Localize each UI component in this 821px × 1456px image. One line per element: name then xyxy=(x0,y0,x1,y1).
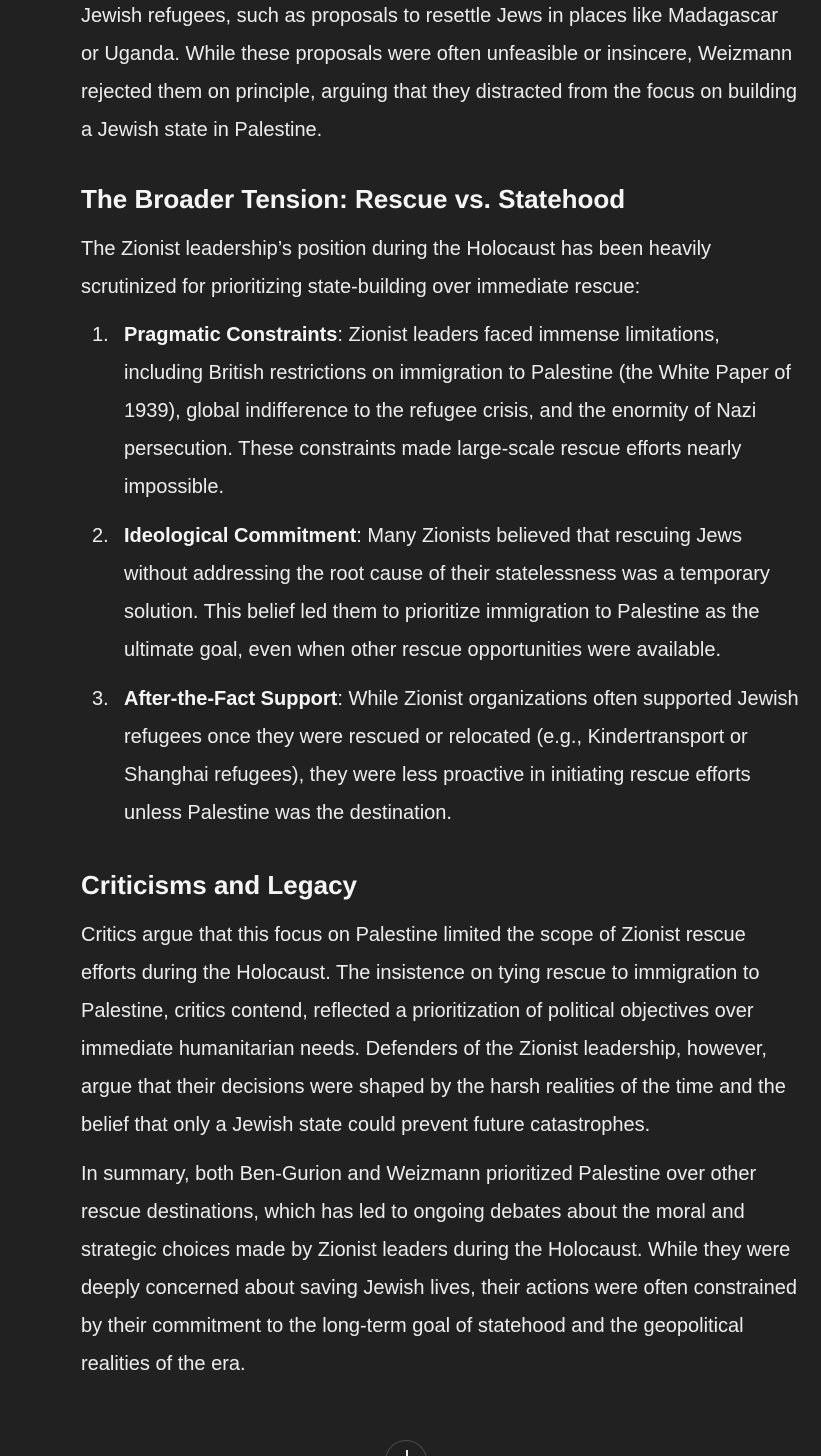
list-item xyxy=(81,316,799,506)
list-item-title: Pragmatic Constraints xyxy=(124,324,338,346)
list-item-number: 1. xyxy=(92,324,109,346)
list-item-number: 2. xyxy=(92,525,109,547)
list-item-number: 3. xyxy=(92,688,109,710)
arrow-down-icon xyxy=(406,1450,408,1456)
criticisms-paragraph: Critics argue that this focus on Palestine limited the scope of Zionist rescue efforts during the Holocaust. The insistence on tying rescue to immigration to Palestine, critics contend, reflected a prioritization of political objectives over immediate humanitarian needs. Defenders of the Zionist leadership, however, argue that their decisions were shaped by the harsh realities of the time and the belief that only a Jewish state could prevent future catastrophes. xyxy=(81,924,786,1136)
summary-paragraph: In summary, both Ben-Gurion and Weizmann prioritized Palestine over other rescue destinations, which has led to ongoing debates about the moral and strategic choices made by Zionist leaders during the Holocaust. While they were deeply concerned about saving Jewish lives, their actions were often constrained by their commitment to the long-term goal of statehood and the geopolitical realities of the era. xyxy=(81,1163,797,1375)
section-lead-paragraph: The Zionist leadership’s position during the Holocaust has been heavily scrutinized for prioritizing state-building over immediate rescue: xyxy=(81,238,712,298)
list-item-text: : While Zionist organizations often supported Jewish refugees once they were rescued or relocated (e.g., Kindertransport or Shanghai refugees), they were less proactive in initiating rescue efforts unless Palestine was the destination. xyxy=(124,688,799,824)
list-item xyxy=(81,517,799,669)
list-item-text: : Zionist leaders faced immense limitations, including British restrictions on immigration to Palestine (the White Paper of 1939), global indifference to the refugee crisis, and the enormity of Nazi persecution. These constraints made large-scale rescue efforts nearly impossible. xyxy=(124,324,791,498)
numbered-list xyxy=(81,316,799,832)
scroll-to-bottom-button[interactable] xyxy=(385,1440,427,1456)
list-item-title: Ideological Commitment xyxy=(124,525,357,547)
assistant-message xyxy=(81,0,799,1383)
list-item xyxy=(81,680,799,832)
list-item-title: After-the-Fact Support xyxy=(124,688,338,710)
intro-paragraph: Jewish refugees, such as proposals to resettle Jews in places like Madagascar or Uganda. While these proposals were often unfeasible or insincere, Weizmann rejected them on principle, arguing that they distracted from the focus on building a Jewish state in Palestine. xyxy=(81,5,797,141)
section-heading-broader-tension: The Broader Tension: Rescue vs. Statehood xyxy=(81,184,626,214)
section-heading-criticisms: Criticisms and Legacy xyxy=(81,870,357,900)
list-item-text: : Many Zionists believed that rescuing Jews without addressing the root cause of their statelessness was a temporary solution. This belief led them to prioritize immigration to Palestine as the ultimate goal, even when other rescue opportunities were available. xyxy=(124,525,770,661)
